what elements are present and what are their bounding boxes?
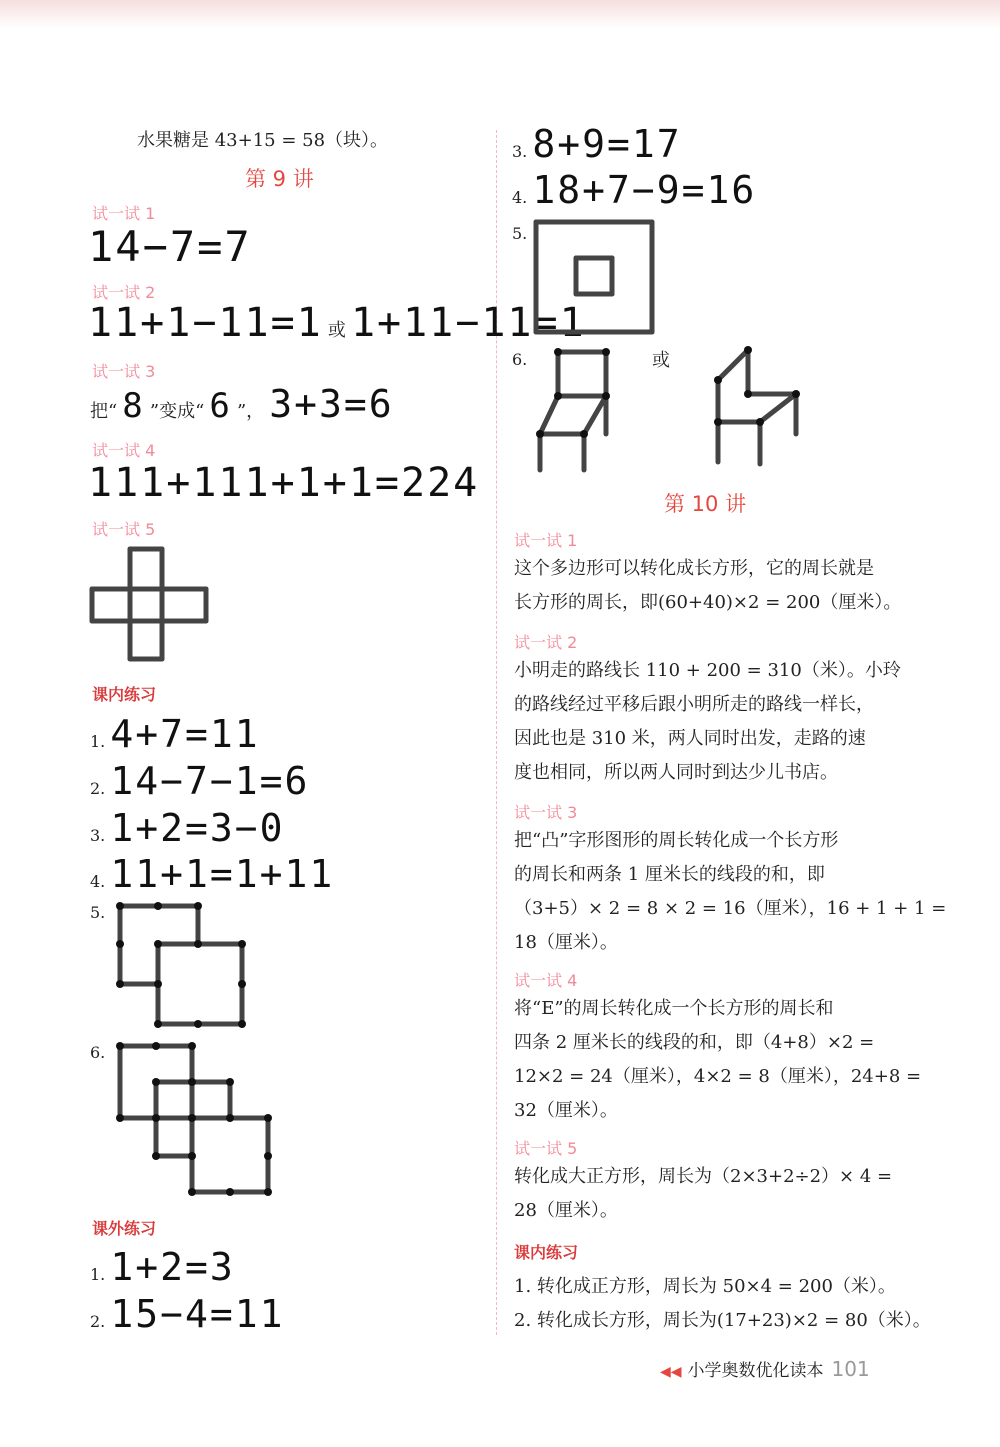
try2-equation-a: 11+1−11=1 — [88, 300, 323, 346]
r-try4-line-1: 将“E”的周长转化成一个长方形的周长和 — [514, 998, 834, 1019]
extra-item-2-number: 2. — [90, 1312, 106, 1331]
right-item-3-number: 3. — [512, 142, 528, 161]
r-try2-line-2: 的路线经过平移后跟小明所走的路线一样长， — [514, 694, 874, 715]
try3-text-c: ”变成“ — [149, 401, 205, 422]
top-edge — [0, 0, 1000, 28]
class-item-5-squares-figure — [112, 898, 252, 1034]
lecture-10-heading: 第 10 讲 — [664, 492, 747, 516]
r-try4-text — [514, 992, 921, 1128]
try3-text-e: ”， — [236, 401, 265, 422]
right-item-5-number: 5. — [512, 224, 528, 243]
r-class-line-2: 2. 转化成长方形，周长为(17+23)×2 = 80（米）。 — [514, 1310, 931, 1331]
r-try3-line-3: （3+5）× 2 = 8 × 2 = 16（厘米），16 + 1 + 1 = — [514, 898, 947, 919]
right-item-3-equation: 8+9=17 — [532, 122, 682, 166]
class-item-1-number: 1. — [90, 732, 106, 751]
right-item-5-nested-squares-figure — [530, 216, 658, 338]
r-try3-line-2: 的周长和两条 1 厘米长的线段的和，即 — [514, 864, 825, 885]
extra-practice-label: 课外练习 — [92, 1219, 157, 1238]
r-class-line-1: 1. 转化成正方形，周长为 50×4 = 200（米）。 — [514, 1276, 896, 1297]
right-item-6-number: 6. — [512, 350, 528, 369]
r-try3-label: 试一试 3 — [514, 803, 578, 822]
right-item-3 — [512, 122, 682, 166]
r-try3-line-1: 把“凸”字形图形的周长转化成一个长方形 — [514, 830, 839, 851]
class-item-3-equation: 1+2=3−0 — [110, 806, 285, 850]
try2-or: 或 — [327, 320, 346, 341]
class-item-2 — [90, 759, 309, 803]
class-item-3 — [90, 806, 285, 850]
right-item-4-equation: 18+7−9=16 — [532, 168, 757, 212]
r-try2-line-3: 因此也是 310 米，两人同时出发，走路的速 — [514, 728, 866, 749]
r-try3-text — [514, 824, 946, 960]
class-item-2-equation: 14−7−1=6 — [110, 759, 310, 803]
class-item-4 — [90, 852, 334, 896]
chair-figure-side — [700, 344, 804, 470]
r-try4-line-4: 32（厘米）。 — [514, 1100, 618, 1121]
footer-arrows-icon: ◀◀ — [660, 1364, 682, 1380]
page-number: 101 — [831, 1357, 870, 1381]
page-footer — [660, 1356, 870, 1381]
try3-row — [90, 382, 394, 429]
extra-item-2 — [90, 1292, 285, 1336]
class-practice-label-right: 课内练习 — [514, 1243, 579, 1262]
class-item-4-equation: 11+1=1+11 — [110, 852, 335, 896]
class-item-6-squares-figure — [112, 1038, 278, 1200]
r-try1-line-2: 长方形的周长，即(60+40)×2 = 200（厘米）。 — [514, 592, 902, 613]
extra-item-1-number: 1. — [90, 1265, 106, 1284]
class-item-6-number: 6. — [90, 1043, 106, 1062]
chair-figure-front — [528, 344, 624, 476]
try5-cross-figure — [86, 543, 212, 665]
class-item-5-number: 5. — [90, 903, 106, 922]
try2-equation-b: 1+11−11=1 — [350, 300, 586, 346]
r-try2-text — [514, 654, 901, 790]
try3-label: 试一试 3 — [92, 362, 156, 381]
right-item-6-or: 或 — [652, 350, 670, 371]
try5-label: 试一试 5 — [92, 520, 156, 539]
r-try3-line-4: 18（厘米）。 — [514, 932, 618, 953]
right-item-4 — [512, 168, 756, 212]
class-item-4-number: 4. — [90, 872, 106, 891]
try3-digit-6: 6 — [209, 386, 232, 426]
try3-digit-8: 8 — [122, 386, 145, 426]
right-item-4-number: 4. — [512, 188, 528, 207]
try4-equation: 111+111+1+1=224 — [88, 460, 480, 506]
try4-label: 试一试 4 — [92, 441, 156, 460]
r-try2-label: 试一试 2 — [514, 633, 578, 652]
r-try1-line-1: 这个多边形可以转化成长方形，它的周长就是 — [514, 558, 874, 579]
r-try4-line-2: 四条 2 厘米长的线段的和，即（4+8）×2 = — [514, 1032, 875, 1053]
r-class-text — [514, 1270, 931, 1338]
extra-item-2-equation: 15−4=11 — [110, 1292, 285, 1336]
r-try2-line-4: 度也相同，所以两人同时到达少儿书店。 — [514, 762, 838, 783]
try3-text-a: 把“ — [90, 401, 118, 422]
extra-item-1 — [90, 1245, 235, 1289]
r-try2-line-1: 小明走的路线长 110 + 200 = 310（米）。小玲 — [514, 660, 901, 681]
class-item-3-number: 3. — [90, 826, 106, 845]
try1-label: 试一试 1 — [92, 204, 156, 223]
r-try5-line-2: 28（厘米）。 — [514, 1200, 618, 1221]
r-try1-text — [514, 552, 901, 620]
class-item-1 — [90, 712, 260, 756]
try2-row — [88, 300, 586, 348]
try3-equation: 3+3=6 — [269, 382, 394, 426]
class-practice-label-left: 课内练习 — [92, 685, 157, 704]
extra-item-1-equation: 1+2=3 — [110, 1245, 235, 1289]
try1-equation: 14−7=7 — [88, 222, 252, 271]
book-title: 小学奥数优化读本 — [687, 1361, 824, 1381]
class-item-2-number: 2. — [90, 779, 106, 798]
r-try5-line-1: 转化成大正方形，周长为（2×3+2÷2）× 4 = — [514, 1166, 893, 1187]
lecture-9-heading: 第 9 讲 — [245, 167, 314, 191]
r-try1-label: 试一试 1 — [514, 531, 578, 550]
r-try5-text — [514, 1160, 892, 1228]
intro-text: 水果糖是 43+15 = 58（块）。 — [137, 130, 389, 151]
try2-label: 试一试 2 — [92, 283, 156, 302]
r-try4-line-3: 12×2 = 24（厘米），4×2 = 8（厘米），24+8 = — [514, 1066, 922, 1087]
r-try4-label: 试一试 4 — [514, 971, 578, 990]
r-try5-label: 试一试 5 — [514, 1139, 578, 1158]
class-item-1-equation: 4+7=11 — [110, 712, 260, 756]
